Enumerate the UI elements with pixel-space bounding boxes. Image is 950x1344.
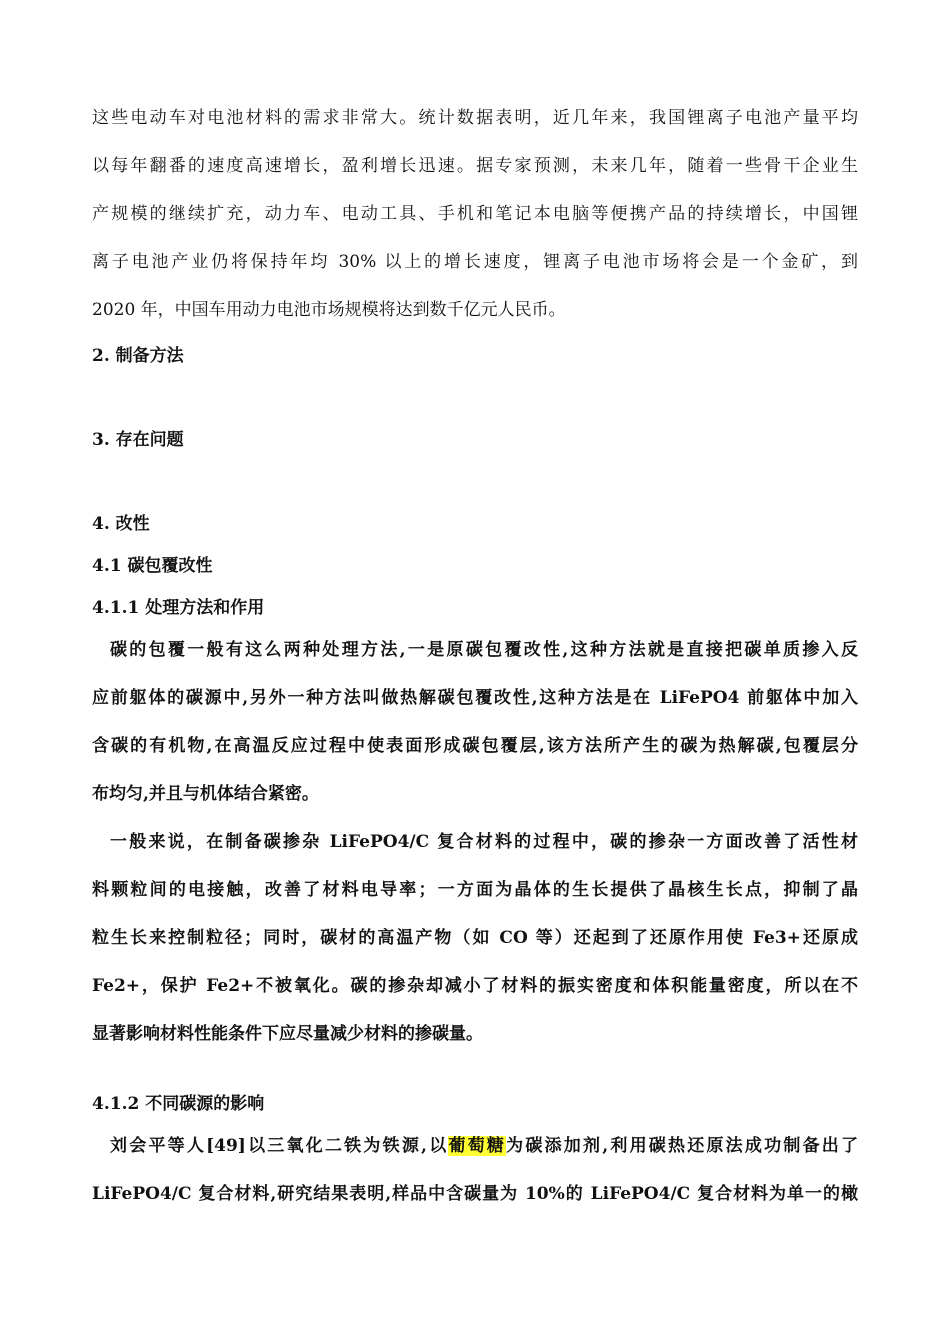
para3-line-2: LiFePO4/C 复合材料,研究结果表明,样品中含碳量为 10%的 LiFePO4/C 复合材料为单一的橄: [92, 1184, 858, 1204]
heading-4: 4. 改性: [92, 514, 150, 534]
paragraph-carbon-coating-methods: [92, 626, 858, 818]
para2-line-1: 一般来说，在制备碳掺杂 LiFePO4/C 复合材料的过程中，碳的掺杂一方面改善了活性材: [110, 832, 858, 852]
para1-line-4: 布均匀,并且与机体结合紧密。: [92, 784, 319, 804]
intro-paragraph: [92, 94, 858, 334]
intro-line-3: 产规模的继续扩充，动力车、电动工具、手机和笔记本电脑等便携产品的持续增长，中国锂: [92, 204, 858, 224]
heading-3: 3. 存在问题: [92, 430, 184, 450]
para3-line-1-b: 为碳添加剂,利用碳热还原法成功制备出了: [506, 1136, 859, 1156]
intro-line-1: 这些电动车对电池材料的需求非常大。统计数据表明，近几年来，我国锂离子电池产量平均: [92, 108, 858, 128]
para3-line-1: [92, 1122, 858, 1170]
paragraph-carbon-doping-effects: [92, 818, 858, 1058]
paragraph-carbon-sources: [92, 1122, 858, 1218]
heading-4-1-1: 4.1.1 处理方法和作用: [92, 598, 265, 618]
para1-line-3: 含碳的有机物,在高温反应过程中使表面形成碳包覆层,该方法所产生的碳为热解碳,包覆层分: [92, 736, 858, 756]
heading-2: 2. 制备方法: [92, 346, 184, 366]
intro-line-2: 以每年翻番的速度高速增长，盈利增长迅速。据专家预测，未来几年，随着一些骨干企业生: [92, 156, 858, 176]
para1-line-1: 碳的包覆一般有这么两种处理方法,一是原碳包覆改性,这种方法就是直接把碳单质掺入反: [110, 640, 858, 660]
para2-line-2: 料颗粒间的电接触，改善了材料电导率；一方面为晶体的生长提供了晶核生长点，抑制了晶: [92, 880, 858, 900]
heading-4-1: 4.1 碳包覆改性: [92, 556, 213, 576]
document-page: [92, 94, 858, 1218]
para2-line-5: 显著影响材料性能条件下应尽量减少材料的掺碳量。: [92, 1024, 483, 1044]
highlighted-term: 葡萄糖: [448, 1136, 507, 1156]
intro-line-5: 2020 年，中国车用动力电池市场规模将达到数千亿元人民币。: [92, 300, 566, 320]
para2-line-4: Fe2+，保护 Fe2+不被氧化。碳的掺杂却减小了材料的振实密度和体积能量密度，所以在不: [92, 976, 858, 996]
para3-line-1-a: 刘会平等人[49]以三氧化二铁为铁源,以: [110, 1136, 449, 1156]
heading-4-1-2: 4.1.2 不同碳源的影响: [92, 1094, 265, 1114]
para1-line-2: 应前躯体的碳源中,另外一种方法叫做热解碳包覆改性,这种方法是在 LiFePO4 前躯体中加入: [92, 688, 858, 708]
intro-line-4: 离子电池产业仍将保持年均 30% 以上的增长速度，锂离子电池市场将会是一个金矿，到: [92, 252, 858, 272]
para2-line-3: 粒生长来控制粒径；同时，碳材的高温产物（如 CO 等）还起到了还原作用使 Fe3+还原成: [92, 928, 858, 948]
